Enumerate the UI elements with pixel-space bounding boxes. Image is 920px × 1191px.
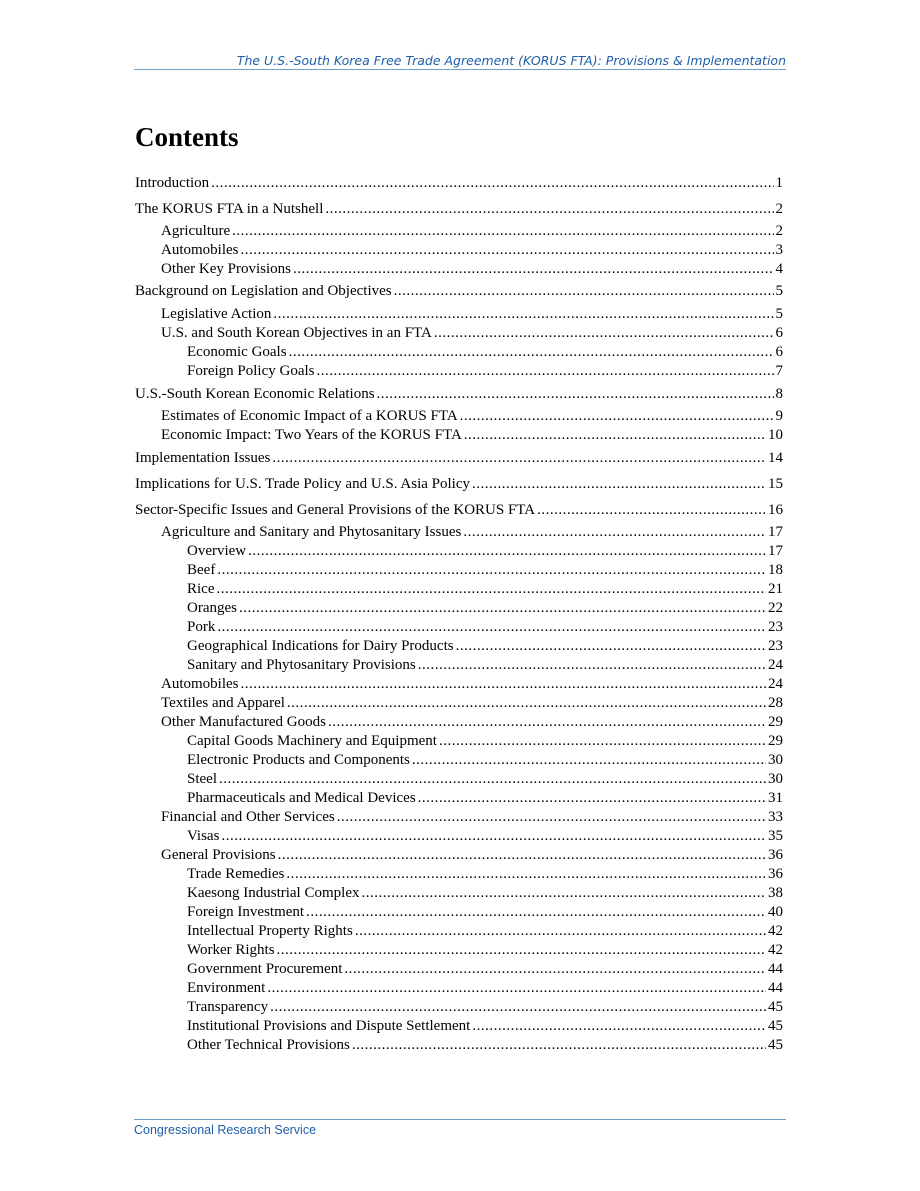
toc-entry-title: Other Key Provisions <box>161 261 291 277</box>
toc-leader-dots <box>217 562 766 579</box>
toc-entry[interactable] <box>161 242 783 261</box>
toc-entry-page: 5 <box>775 283 783 299</box>
toc-leader-dots <box>418 790 766 807</box>
toc-entry-title: Automobiles <box>161 242 239 258</box>
toc-entry-page: 44 <box>768 980 783 996</box>
toc-entry-title: Institutional Provisions and Dispute Settlement <box>187 1018 471 1034</box>
toc-entry[interactable] <box>161 714 783 733</box>
toc-entry-page: 40 <box>768 904 783 920</box>
toc-leader-dots <box>241 676 767 693</box>
toc-entry-title: Environment <box>187 980 266 996</box>
toc-entry-page: 42 <box>768 942 783 958</box>
toc-entry-page: 29 <box>768 714 783 730</box>
toc-entry-title: Legislative Action <box>161 306 272 322</box>
toc-entry-title: Pharmaceuticals and Medical Devices <box>187 790 416 806</box>
toc-leader-dots <box>463 524 766 541</box>
toc-leader-dots <box>464 427 766 444</box>
toc-leader-dots <box>344 961 766 978</box>
toc-entry[interactable] <box>161 223 783 242</box>
toc-entry[interactable] <box>135 283 783 302</box>
toc-entry[interactable] <box>135 201 783 220</box>
toc-entry[interactable] <box>187 543 783 562</box>
toc-entry-title: Intellectual Property Rights <box>187 923 353 939</box>
toc-entry-title: Oranges <box>187 600 237 616</box>
toc-entry[interactable] <box>161 408 783 427</box>
toc-entry[interactable] <box>135 502 783 521</box>
toc-leader-dots <box>219 771 766 788</box>
toc-entry-page: 30 <box>768 752 783 768</box>
toc-entry-title: Visas <box>187 828 220 844</box>
toc-leader-dots <box>287 695 766 712</box>
toc-entry-page: 17 <box>768 524 783 540</box>
toc-entry-page: 30 <box>768 771 783 787</box>
toc-entry-page: 14 <box>768 450 783 466</box>
toc-entry-page: 18 <box>768 562 783 578</box>
toc-leader-dots <box>355 923 766 940</box>
toc-entry-title: U.S.-South Korean Economic Relations <box>135 386 375 402</box>
toc-entry[interactable] <box>187 344 783 363</box>
toc-leader-dots <box>439 733 766 750</box>
toc-leader-dots <box>394 283 774 300</box>
footer-organization: Congressional Research Service <box>134 1123 317 1137</box>
toc-entry-title: Other Technical Provisions <box>187 1037 350 1053</box>
toc-entry-page: 45 <box>768 999 783 1015</box>
toc-entry[interactable] <box>187 866 783 885</box>
toc-entry-page: 28 <box>768 695 783 711</box>
toc-leader-dots <box>217 619 766 636</box>
toc-leader-dots <box>325 201 773 218</box>
toc-entry-page: 31 <box>768 790 783 806</box>
toc-leader-dots <box>241 242 774 259</box>
toc-entry-title: Kaesong Industrial Complex <box>187 885 360 901</box>
toc-leader-dots <box>273 306 773 323</box>
toc-entry-title: U.S. and South Korean Objectives in an FTA <box>161 325 432 341</box>
toc-entry-title: Steel <box>187 771 217 787</box>
toc-leader-dots <box>472 476 766 493</box>
toc-entry-page: 21 <box>768 581 783 597</box>
toc-entry-title: Economic Goals <box>187 344 287 360</box>
toc-entry-title: Financial and Other Services <box>161 809 335 825</box>
toc-entry[interactable] <box>161 325 783 344</box>
toc-entry-page: 2 <box>775 201 783 217</box>
toc-entry-title: Estimates of Economic Impact of a KORUS FTA <box>161 408 458 424</box>
toc-entry-page: 23 <box>768 638 783 654</box>
toc-leader-dots <box>537 502 766 519</box>
toc-entry[interactable] <box>187 828 783 847</box>
toc-entry-page: 10 <box>768 427 783 443</box>
toc-entry-title: Implementation Issues <box>135 450 271 466</box>
toc-entry-page: 45 <box>768 1018 783 1034</box>
toc-leader-dots <box>418 657 766 674</box>
toc-entry[interactable] <box>187 885 783 904</box>
toc-entry-title: Textiles and Apparel <box>161 695 285 711</box>
toc-entry-title: Overview <box>187 543 247 559</box>
toc-entry-title: Worker Rights <box>187 942 275 958</box>
toc-entry-page: 38 <box>768 885 783 901</box>
running-header: The U.S.-South Korea Free Trade Agreement (KORUS FTA): Provisions & Implementation <box>134 53 786 70</box>
toc-entry-page: 42 <box>768 923 783 939</box>
toc-leader-dots <box>289 344 774 361</box>
toc-entry-page: 33 <box>768 809 783 825</box>
toc-entry-title: Sanitary and Phytosanitary Provisions <box>187 657 416 673</box>
toc-entry-page: 24 <box>768 657 783 673</box>
toc-entry-page: 4 <box>775 261 783 277</box>
toc-entry[interactable] <box>187 562 783 581</box>
toc-entry[interactable] <box>161 427 783 446</box>
toc-entry-title: Geographical Indications for Dairy Products <box>187 638 454 654</box>
toc-leader-dots <box>278 847 766 864</box>
toc-entry-page: 6 <box>775 325 783 341</box>
toc-entry[interactable] <box>161 809 783 828</box>
toc-leader-dots <box>337 809 766 826</box>
toc-entry-title: Introduction <box>135 175 210 191</box>
toc-leader-dots <box>460 408 774 425</box>
toc-entry[interactable] <box>187 923 783 942</box>
toc-entry-title: Other Manufactured Goods <box>161 714 326 730</box>
toc-entry[interactable] <box>161 847 783 866</box>
page-title: Contents <box>135 122 239 152</box>
toc-entry-page: 36 <box>768 847 783 863</box>
toc-entry[interactable] <box>135 175 783 194</box>
toc-entry[interactable] <box>187 999 783 1018</box>
toc-entry[interactable] <box>187 942 783 961</box>
toc-leader-dots <box>286 866 766 883</box>
toc-leader-dots <box>277 942 766 959</box>
toc-entry[interactable] <box>135 386 783 405</box>
toc-entry[interactable] <box>161 261 783 280</box>
toc-entry[interactable] <box>187 752 783 771</box>
toc-entry-page: 23 <box>768 619 783 635</box>
toc-entry-title: Foreign Policy Goals <box>187 363 315 379</box>
toc-entry-title: Electronic Products and Components <box>187 752 410 768</box>
toc-entry-title: Background on Legislation and Objectives <box>135 283 392 299</box>
toc-entry-page: 44 <box>768 961 783 977</box>
toc-entry[interactable] <box>187 581 783 600</box>
toc-entry-title: Transparency <box>187 999 269 1015</box>
toc-leader-dots <box>317 363 774 380</box>
toc-entry-page: 2 <box>775 223 783 239</box>
toc-entry-page: 5 <box>775 306 783 322</box>
toc-entry-title: Agriculture and Sanitary and Phytosanitary Issues <box>161 524 462 540</box>
toc-entry[interactable] <box>187 790 783 809</box>
toc-entry-page: 36 <box>768 866 783 882</box>
toc-entry-title: Rice <box>187 581 215 597</box>
toc-entry[interactable] <box>187 733 783 752</box>
toc-entry[interactable] <box>161 524 783 543</box>
toc-entry-title: Trade Remedies <box>187 866 285 882</box>
toc-entry-title: Economic Impact: Two Years of the KORUS FTA <box>161 427 462 443</box>
toc-entry-page: 7 <box>775 363 783 379</box>
toc-entry-page: 1 <box>775 175 783 191</box>
toc-leader-dots <box>306 904 766 921</box>
toc-leader-dots <box>239 600 766 617</box>
toc-leader-dots <box>472 1018 766 1035</box>
toc-entry[interactable] <box>135 476 783 495</box>
toc-entry[interactable] <box>187 961 783 980</box>
toc-entry[interactable] <box>161 676 783 695</box>
toc-leader-dots <box>456 638 766 655</box>
toc-entry-page: 45 <box>768 1037 783 1053</box>
toc-entry-page: 3 <box>775 242 783 258</box>
toc-leader-dots <box>272 450 766 467</box>
toc-entry-title: Capital Goods Machinery and Equipment <box>187 733 437 749</box>
toc-leader-dots <box>377 386 774 403</box>
toc-entry[interactable] <box>161 306 783 325</box>
toc-entry-title: General Provisions <box>161 847 276 863</box>
toc-leader-dots <box>434 325 774 342</box>
toc-entry-page: 22 <box>768 600 783 616</box>
toc-leader-dots <box>412 752 766 769</box>
toc-entry[interactable] <box>187 1018 783 1037</box>
toc-entry-title: Government Procurement <box>187 961 343 977</box>
toc-entry-page: 24 <box>768 676 783 692</box>
toc-entry[interactable] <box>187 904 783 923</box>
toc-entry-title: Agriculture <box>161 223 231 239</box>
toc-entry-page: 15 <box>768 476 783 492</box>
toc-entry-title: Pork <box>187 619 216 635</box>
toc-entry-page: 35 <box>768 828 783 844</box>
toc-entry-title: Foreign Investment <box>187 904 305 920</box>
toc-leader-dots <box>270 999 766 1016</box>
toc-entry-title: Sector-Specific Issues and General Provisions of the KORUS FTA <box>135 502 536 518</box>
toc-leader-dots <box>232 223 773 240</box>
toc-entry-page: 16 <box>768 502 783 518</box>
toc-entry-page: 29 <box>768 733 783 749</box>
toc-entry[interactable] <box>187 600 783 619</box>
toc-entry[interactable] <box>187 363 783 382</box>
toc-entry-page: 9 <box>775 408 783 424</box>
toc-entry[interactable] <box>187 619 783 638</box>
toc-entry[interactable] <box>187 638 783 657</box>
page-footer <box>134 1119 786 1137</box>
toc-leader-dots <box>217 581 767 598</box>
toc-entry-page: 8 <box>775 386 783 402</box>
toc-entry-page: 17 <box>768 543 783 559</box>
toc-leader-dots <box>248 543 766 560</box>
toc-entry-title: Beef <box>187 562 216 578</box>
toc-leader-dots <box>352 1037 766 1054</box>
toc-leader-dots <box>211 175 773 192</box>
toc-leader-dots <box>293 261 774 278</box>
toc-leader-dots <box>221 828 766 845</box>
toc-entry-title: Automobiles <box>161 676 239 692</box>
toc-leader-dots <box>361 885 766 902</box>
toc-entry[interactable] <box>135 450 783 469</box>
toc-entry[interactable] <box>187 771 783 790</box>
toc-entry-page: 6 <box>775 344 783 360</box>
toc-entry-title: The KORUS FTA in a Nutshell <box>135 201 324 217</box>
toc-leader-dots <box>267 980 766 997</box>
toc-entry[interactable] <box>187 1037 783 1056</box>
toc-leader-dots <box>328 714 766 731</box>
toc-entry[interactable] <box>161 695 783 714</box>
toc-entry[interactable] <box>187 657 783 676</box>
toc-entry[interactable] <box>187 980 783 999</box>
toc-entry-title: Implications for U.S. Trade Policy and U.S. Asia Policy <box>135 476 470 492</box>
